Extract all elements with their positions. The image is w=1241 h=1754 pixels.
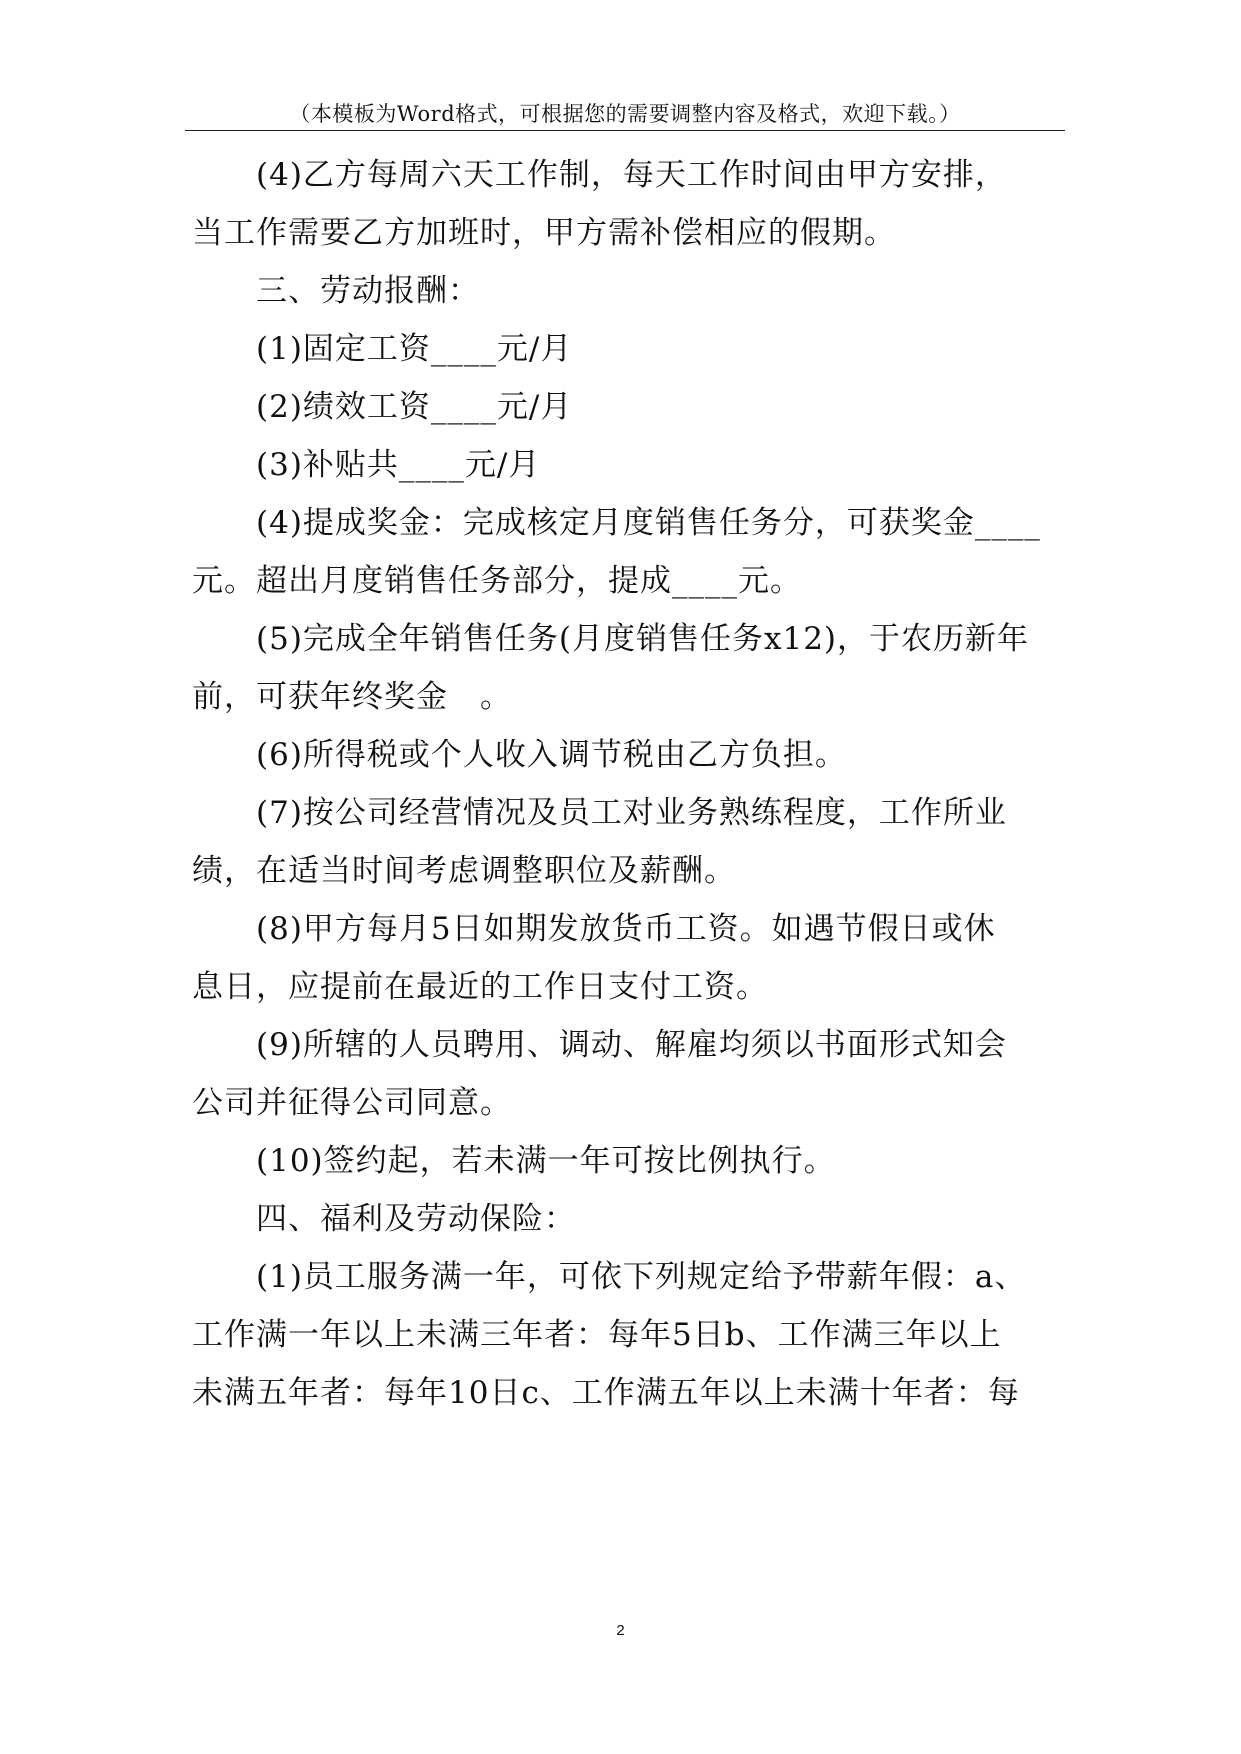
paragraph-line: (7)按公司经营情况及员工对业务熟练程度，工作所业	[256, 795, 1007, 831]
paragraph-line: (5)完成全年销售任务(月度销售任务x12)，于农历新年	[256, 621, 1030, 657]
template-header-note: （本模板为Word格式，可根据您的需要调整内容及格式，欢迎下载。）	[289, 102, 961, 126]
paragraph-line: 当工作需要乙方加班时，甲方需补偿相应的假期。	[192, 215, 896, 251]
paragraph-line: (1)员工服务满一年，可依下列规定给予带薪年假：a、	[256, 1259, 1027, 1295]
section-heading: 三、劳动报酬：	[256, 273, 480, 309]
header-divider	[185, 130, 1065, 131]
page-number: 2	[616, 1622, 625, 1639]
paragraph-line: (3)补贴共____元/月	[256, 447, 541, 483]
section-heading: 四、福利及劳动保险：	[256, 1201, 576, 1237]
paragraph-line: (10)签约起，若未满一年可按比例执行。	[256, 1143, 836, 1179]
paragraph-line: (4)提成奖金：完成核定月度销售任务分，可获奖金____	[256, 505, 1041, 541]
paragraph-line: 未满五年者：每年10日c、工作满五年以上未满十年者：每	[192, 1375, 1020, 1411]
paragraph-line: 息日，应提前在最近的工作日支付工资。	[192, 969, 768, 1005]
paragraph-line: (8)甲方每月5日如期发放货币工资。如遇节假日或休	[256, 911, 996, 947]
paragraph-line: 工作满一年以上未满三年者：每年5日b、工作满三年以上	[192, 1317, 1002, 1353]
paragraph-line: (2)绩效工资____元/月	[256, 389, 573, 425]
paragraph-line: 前，可获年终奖金 。	[192, 679, 512, 715]
paragraph-line: 元。超出月度销售任务部分，提成____元。	[192, 563, 802, 599]
paragraph-line: 绩，在适当时间考虑调整职位及薪酬。	[192, 853, 736, 889]
paragraph-line: 公司并征得公司同意。	[192, 1085, 512, 1121]
paragraph-line: (1)固定工资____元/月	[256, 331, 573, 367]
paragraph-line: (4)乙方每周六天工作制，每天工作时间由甲方安排，	[256, 157, 1007, 193]
paragraph-line: (9)所辖的人员聘用、调动、解雇均须以书面形式知会	[256, 1027, 1007, 1063]
paragraph-line: (6)所得税或个人收入调节税由乙方负担。	[256, 737, 847, 773]
